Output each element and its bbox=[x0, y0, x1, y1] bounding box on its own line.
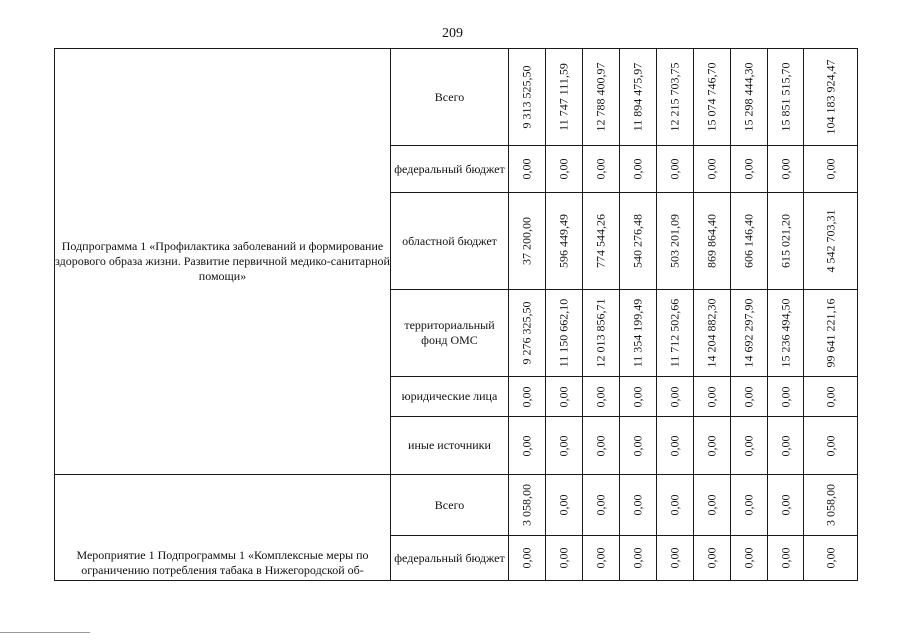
value-cell: 11 747 111,59 bbox=[546, 49, 583, 146]
footnote-rule bbox=[0, 632, 90, 633]
total-value-cell: 4 542 703,31 bbox=[804, 193, 858, 290]
value-cell: 596 449,49 bbox=[546, 193, 583, 290]
value-cell: 0,00 bbox=[509, 417, 546, 475]
value-cell: 0,00 bbox=[509, 536, 546, 581]
value-cell: 615 021,20 bbox=[768, 193, 804, 290]
total-value-cell: 104 183 924,47 bbox=[804, 49, 858, 146]
value-cell: 9 276 325,50 bbox=[509, 290, 546, 377]
total-value-cell: 3 058,00 bbox=[804, 475, 858, 536]
value-cell: 0,00 bbox=[657, 417, 694, 475]
value-cell: 9 313 525,50 bbox=[509, 49, 546, 146]
value-cell: 0,00 bbox=[546, 377, 583, 417]
value-cell: 14 692 297,90 bbox=[731, 290, 768, 377]
value-cell: 15 074 746,70 bbox=[694, 49, 731, 146]
value-cell: 0,00 bbox=[731, 475, 768, 536]
value-cell: 606 146,40 bbox=[731, 193, 768, 290]
value-cell: 0,00 bbox=[768, 475, 804, 536]
value-cell: 0,00 bbox=[620, 377, 657, 417]
total-value-cell: 99 641 221,16 bbox=[804, 290, 858, 377]
value-cell: 0,00 bbox=[583, 377, 620, 417]
funding-source-label: Всего bbox=[391, 49, 509, 146]
value-cell: 0,00 bbox=[768, 146, 804, 193]
value-cell: 0,00 bbox=[731, 536, 768, 581]
value-cell: 12 013 856,71 bbox=[583, 290, 620, 377]
value-cell: 0,00 bbox=[546, 417, 583, 475]
value-cell: 0,00 bbox=[546, 475, 583, 536]
funding-source-label: территориальный фонд ОМС bbox=[391, 290, 509, 377]
measure-1-row bbox=[55, 475, 858, 536]
total-value-cell: 0,00 bbox=[804, 377, 858, 417]
value-cell: 0,00 bbox=[694, 417, 731, 475]
budget-table bbox=[54, 48, 858, 581]
program-1-row bbox=[55, 49, 858, 146]
value-cell: 503 201,09 bbox=[657, 193, 694, 290]
funding-source-label: федеральный бюджет bbox=[391, 146, 509, 193]
value-cell: 11 894 475,97 bbox=[620, 49, 657, 146]
measure-1-title: Мероприятие 1 Подпрограммы 1 «Комплексные меры по ограничению потребления табака в Нижегородской об- bbox=[55, 475, 391, 581]
value-cell: 0,00 bbox=[694, 475, 731, 536]
value-cell: 12 215 703,75 bbox=[657, 49, 694, 146]
value-cell: 0,00 bbox=[546, 146, 583, 193]
value-cell: 0,00 bbox=[583, 146, 620, 193]
value-cell: 0,00 bbox=[620, 536, 657, 581]
value-cell: 0,00 bbox=[546, 536, 583, 581]
value-cell: 0,00 bbox=[694, 536, 731, 581]
program-1-title: Подпрограмма 1 «Профилактика заболеваний и формирование здорового образа жизни. Развитие первичной медико-санитарной помощи» bbox=[55, 49, 391, 475]
value-cell: 0,00 bbox=[620, 146, 657, 193]
value-cell: 14 204 882,30 bbox=[694, 290, 731, 377]
value-cell: 0,00 bbox=[620, 417, 657, 475]
page-number: 209 bbox=[442, 26, 463, 41]
value-cell: 12 788 400,97 bbox=[583, 49, 620, 146]
value-cell: 869 864,40 bbox=[694, 193, 731, 290]
value-cell: 0,00 bbox=[583, 417, 620, 475]
value-cell: 15 298 444,30 bbox=[731, 49, 768, 146]
value-cell: 0,00 bbox=[509, 146, 546, 193]
value-cell: 0,00 bbox=[620, 475, 657, 536]
value-cell: 11 354 199,49 bbox=[620, 290, 657, 377]
value-cell: 0,00 bbox=[657, 377, 694, 417]
funding-source-label: областной бюджет bbox=[391, 193, 509, 290]
total-value-cell: 0,00 bbox=[804, 417, 858, 475]
value-cell: 11 712 502,66 bbox=[657, 290, 694, 377]
value-cell: 0,00 bbox=[657, 536, 694, 581]
value-cell: 0,00 bbox=[694, 146, 731, 193]
value-cell: 15 236 494,50 bbox=[768, 290, 804, 377]
value-cell: 0,00 bbox=[583, 536, 620, 581]
total-value-cell: 0,00 bbox=[804, 536, 858, 581]
funding-source-label: юридические лица bbox=[391, 377, 509, 417]
value-cell: 774 544,26 bbox=[583, 193, 620, 290]
value-cell: 0,00 bbox=[768, 377, 804, 417]
value-cell: 15 851 515,70 bbox=[768, 49, 804, 146]
value-cell: 3 058,00 bbox=[509, 475, 546, 536]
value-cell: 0,00 bbox=[657, 146, 694, 193]
value-cell: 0,00 bbox=[731, 377, 768, 417]
value-cell: 0,00 bbox=[694, 377, 731, 417]
value-cell: 0,00 bbox=[731, 417, 768, 475]
funding-source-label: Всего bbox=[391, 475, 509, 536]
value-cell: 0,00 bbox=[768, 536, 804, 581]
value-cell: 0,00 bbox=[768, 417, 804, 475]
value-cell: 0,00 bbox=[583, 475, 620, 536]
funding-source-label: иные источники bbox=[391, 417, 509, 475]
value-cell: 11 150 662,10 bbox=[546, 290, 583, 377]
funding-source-label: федеральный бюджет bbox=[391, 536, 509, 581]
value-cell: 0,00 bbox=[731, 146, 768, 193]
value-cell: 0,00 bbox=[657, 475, 694, 536]
total-value-cell: 0,00 bbox=[804, 146, 858, 193]
value-cell: 540 276,48 bbox=[620, 193, 657, 290]
value-cell: 37 200,00 bbox=[509, 193, 546, 290]
value-cell: 0,00 bbox=[509, 377, 546, 417]
